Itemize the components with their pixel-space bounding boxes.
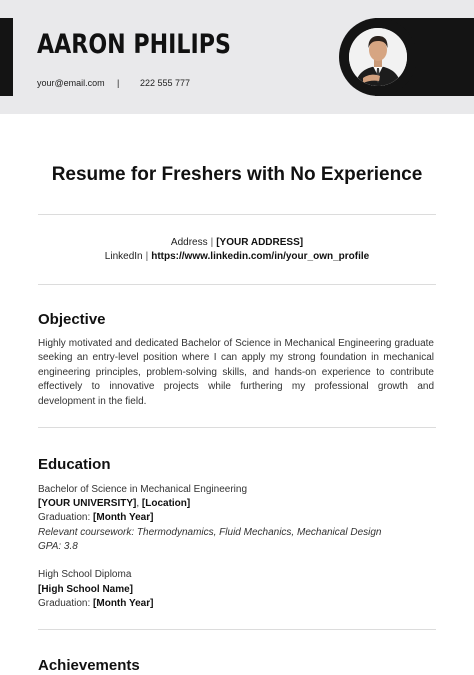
divider (38, 284, 436, 285)
education-heading: Education (38, 456, 111, 473)
school-line (38, 583, 133, 596)
graduation-label: Graduation: (38, 512, 94, 523)
objective-heading: Objective (38, 311, 106, 328)
achievements-heading: Achievements (38, 657, 140, 674)
gpa-text: GPA: 3.8 (38, 541, 78, 552)
candidate-name: AARON PHILIPS (37, 29, 231, 60)
address-label: Address (170, 237, 208, 248)
divider (38, 214, 436, 215)
contact-separator: | (117, 78, 120, 88)
university-line (38, 497, 190, 510)
graduation-date: [Month Year] (93, 598, 154, 609)
address-separator: | (210, 237, 214, 248)
coursework-text: Relevant coursework: Thermodynamics, Fluid Mechanics, Mechanical Design (38, 527, 382, 538)
graduation-date: [Month Year] (93, 512, 154, 523)
divider (38, 629, 436, 630)
linkedin-separator: | (145, 251, 149, 262)
page-title: Resume for Freshers with No Experience (51, 164, 423, 185)
profile-photo (349, 28, 407, 86)
linkedin-line (0, 250, 474, 263)
university-location: [Location] (141, 498, 191, 509)
divider (38, 427, 436, 428)
graduation-label: Graduation: (38, 598, 94, 609)
address-value: [YOUR ADDRESS] (216, 237, 304, 248)
header-accent-bar-left (0, 18, 13, 96)
university-name: [YOUR UNIVERSITY] (38, 498, 137, 509)
linkedin-link[interactable]: https://www.linkedin.com/in/your_own_profile (151, 251, 370, 262)
linkedin-label: LinkedIn (104, 251, 143, 262)
phone-text: 222 555 777 (140, 78, 191, 88)
university-comma: , (136, 498, 142, 509)
objective-text: Highly motivated and dedicated Bachelor of Science in Mechanical Engineering graduate seeking an entry-level position where I can apply my strong foundation in mechanical engineering principles, problem-solving skills, and hands-on experience to contribute effectively to innovative projects while furthering my professional growth and development in the field. (38, 338, 434, 407)
degree-title: Bachelor of Science in Mechanical Engineering (38, 484, 248, 495)
address-line (0, 236, 474, 249)
graduation-line (38, 511, 153, 524)
school-name: [High School Name] (38, 584, 134, 595)
email-text: your@email.com (37, 78, 105, 88)
diploma-graduation-line (38, 597, 153, 610)
diploma-title: High School Diploma (38, 569, 132, 580)
person-portrait-icon (349, 28, 407, 86)
